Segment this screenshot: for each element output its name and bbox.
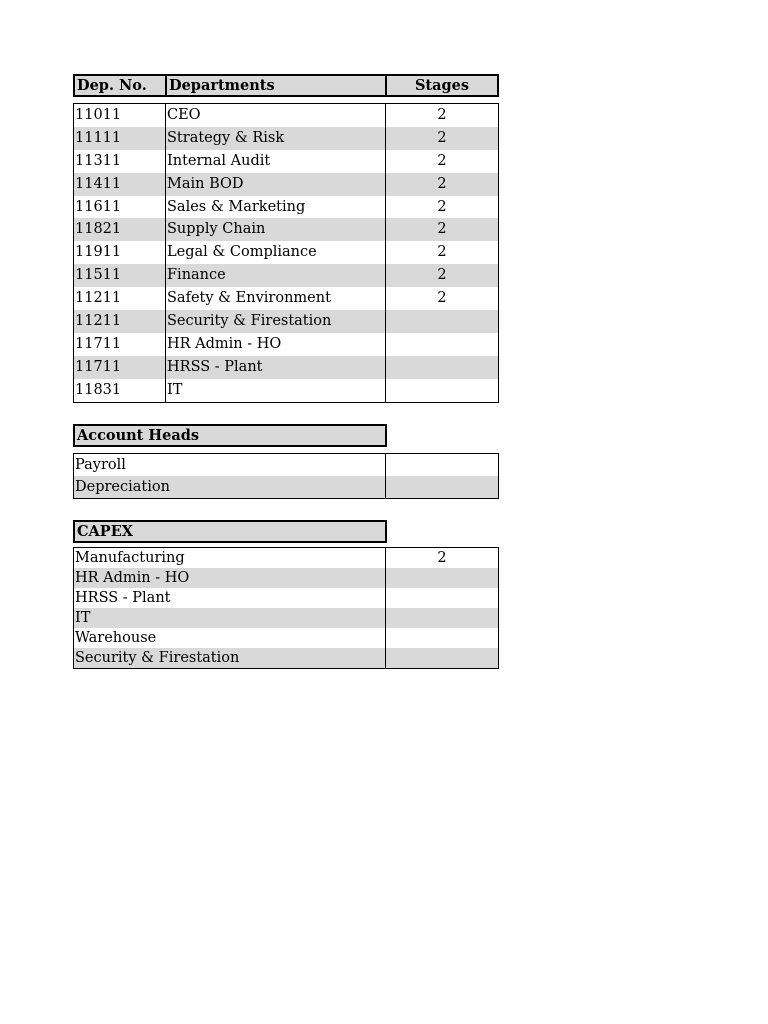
account-head-cell[interactable]: Depreciation [74,476,386,498]
department-cell[interactable]: Supply Chain [166,218,386,241]
dep-no-cell[interactable]: 11211 [74,310,166,333]
dep-no-cell[interactable]: 11411 [74,173,166,196]
header-stages[interactable]: Stages [385,74,499,97]
table-row [74,333,498,356]
stages-cell[interactable] [386,356,498,379]
table-row [74,588,498,608]
dep-no-cell[interactable]: 11821 [74,218,166,241]
dep-no-cell[interactable]: 11211 [74,287,166,310]
table-row [74,150,498,173]
header-dep-no[interactable]: Dep. No. [73,74,167,97]
capex-header-row [73,520,499,543]
department-cell[interactable]: Sales & Marketing [166,196,386,219]
table-row [74,310,498,333]
table-row [74,173,498,196]
account-head-cell[interactable]: Payroll [74,454,386,476]
table-row [74,356,498,379]
capex-value-cell[interactable] [386,648,498,668]
departments-table [73,103,499,403]
capex-header[interactable]: CAPEX [73,520,387,543]
table-row [74,476,498,498]
department-cell[interactable]: Main BOD [166,173,386,196]
dep-no-cell[interactable]: 11311 [74,150,166,173]
department-cell[interactable]: CEO [166,104,386,127]
table-row [74,264,498,287]
dep-no-cell[interactable]: 11711 [74,333,166,356]
table-row [74,218,498,241]
dep-no-cell[interactable]: 11111 [74,127,166,150]
department-cell[interactable]: HRSS - Plant [166,356,386,379]
table-row [74,196,498,219]
table-row [74,628,498,648]
dep-no-cell[interactable]: 11011 [74,104,166,127]
table-row [74,608,498,628]
stages-cell[interactable] [386,333,498,356]
dep-no-cell[interactable]: 11911 [74,241,166,264]
capex-table [73,547,499,669]
department-cell[interactable]: HR Admin - HO [166,333,386,356]
stages-cell[interactable]: 2 [437,129,447,146]
department-cell[interactable]: Security & Firestation [166,310,386,333]
capex-item-cell[interactable]: Warehouse [74,628,386,648]
dep-no-cell[interactable]: 11711 [74,356,166,379]
table-row [74,454,498,476]
table-row [74,104,498,127]
spreadsheet [73,74,499,669]
department-cell[interactable]: Safety & Environment [166,287,386,310]
dep-no-cell[interactable]: 11511 [74,264,166,287]
stages-cell[interactable]: 2 [437,198,447,215]
capex-item-cell[interactable]: IT [74,608,386,628]
capex-value-cell[interactable] [386,588,498,608]
department-cell[interactable]: IT [166,379,386,402]
capex-item-cell[interactable]: Manufacturing [74,548,386,568]
capex-value-cell[interactable] [386,568,498,588]
header-departments[interactable]: Departments [165,74,387,97]
table-row [74,127,498,150]
account-heads-header-row [73,424,499,447]
capex-item-cell[interactable]: Security & Firestation [74,648,386,668]
stages-cell[interactable]: 2 [437,267,447,284]
capex-value-cell[interactable]: 2 [437,549,447,566]
table-row [74,548,498,568]
department-cell[interactable]: Legal & Compliance [166,241,386,264]
table-row [74,241,498,264]
capex-item-cell[interactable]: HRSS - Plant [74,588,386,608]
table-row [74,648,498,668]
account-head-value-cell[interactable] [386,476,498,498]
account-head-value-cell[interactable] [386,454,498,476]
departments-header-row [73,74,499,97]
stages-cell[interactable]: 2 [437,175,447,192]
stages-cell[interactable]: 2 [437,152,447,169]
account-heads-table [73,453,499,499]
account-heads-header[interactable]: Account Heads [73,424,387,447]
capex-item-cell[interactable]: HR Admin - HO [74,568,386,588]
stages-cell[interactable]: 2 [437,221,447,238]
table-row [74,287,498,310]
stages-cell[interactable] [386,310,498,333]
department-cell[interactable]: Strategy & Risk [166,127,386,150]
stages-cell[interactable]: 2 [437,290,447,307]
table-row [74,568,498,588]
stages-cell[interactable]: 2 [437,107,447,123]
stages-cell[interactable]: 2 [437,244,447,261]
capex-value-cell[interactable] [386,608,498,628]
table-row [74,379,498,402]
department-cell[interactable]: Internal Audit [166,150,386,173]
capex-value-cell[interactable] [386,628,498,648]
department-cell[interactable]: Finance [166,264,386,287]
dep-no-cell[interactable]: 11831 [74,379,166,402]
dep-no-cell[interactable]: 11611 [74,196,166,219]
stages-cell[interactable] [386,379,498,402]
